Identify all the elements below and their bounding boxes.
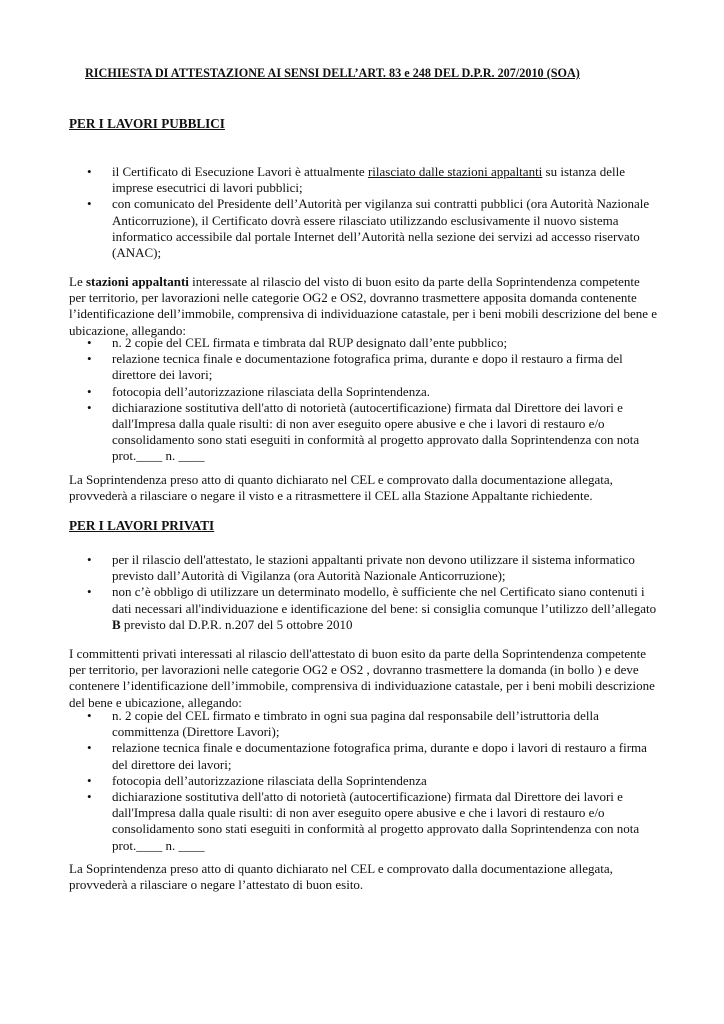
bullet-icon: • [87,740,92,756]
bullet-icon: • [87,552,92,567]
private-attachments-list [69,708,659,854]
list-item: • fotocopia dell’autorizzazione rilasciata della Soprintendenza [87,772,427,788]
public-closing-paragraph: La Soprintendenza preso atto di quanto dichiarato nel CEL e comprovato dalla documentazione allegata, provvederà a rilasciare o negare il visto e a ritrasmettere il CEL alla Stazione Appaltante richiedente. [69,472,613,504]
public-intro-paragraph: Le stazioni appaltanti interessate al rilascio del visto di buon esito da parte della Soprintendenza competente per territorio, per lavorazioni nelle categorie OG2 e OS2, dovranno trasmettere apposita domanda contenente l’identificazione dell’immobile, comprensiva di individuazione catastale, per i beni mobili descrizione del bene e ubicazione, allegando: [69,274,658,338]
list-item: • fotocopia dell’autorizzazione rilasciata della Soprintendenza. [87,383,430,399]
bullet-icon: • [87,584,92,600]
list-item: • per il rilascio dell'attestato, le stazioni appaltanti private non devono utilizzare il sistema informatico previsto dall’Autorità di Vigilanza (ora Autorità Nazionale Anticorruzione); [87,552,635,584]
section-heading-private: PER I LAVORI PRIVATI [69,518,215,533]
public-attachments-list [69,335,659,465]
private-info-list [69,552,659,633]
list-item: • dichiarazione sostitutiva dell'atto di notorietà (autocertificazione) firmata dal Direttore dei lavori e dall'Impresa dalla quale risulti: di non aver eseguito opere abusive e che i lavori di restauro e/o consolidamento sono stati eseguiti in conformità al progetto approvato dalla Soprintendenza con nota prot.____ n. ____ [87,789,640,853]
list-item: • con comunicato del Presidente dell’Autorità per vigilanza sui contratti pubblici (ora Autorità Nazionale Anticorruzione), il Certificato dovrà essere rilasciato utilizzando esclusivamente il nuovo sistema informatico accessibile dal portale Internet dell’Autorità nella sezione dei servizi ad accesso riservato (ANAC); [87,196,650,261]
bullet-icon: • [87,708,92,723]
list-item: • non c’è obbligo di utilizzare un determinato modello, è sufficiente che nel Certificato siano contenuti i dati necessari all'individuazione e identificazione del bene: si consiglia comunque l’utilizzo dell’allegato B previsto dal D.P.R. n.207 del 5 ottobre 2010 [87,584,657,632]
private-closing-paragraph: La Soprintendenza preso atto di quanto dichiarato nel CEL e comprovato dalla documentazione allegata, provvederà a rilasciare o negare l’attestato di buon esito. [69,861,613,893]
list-item: • il Certificato di Esecuzione Lavori è attualmente rilasciato dalle stazioni appaltanti su istanza delle imprese esecutrici di lavori pubblici; [87,164,625,196]
list-item: • dichiarazione sostitutiva dell'atto di notorietà (autocertificazione) firmata dal Direttore dei lavori e dall'Impresa dalla quale risulti: di non aver eseguito opere abusive e che i lavori di restauro e/o consolidamento sono stati eseguiti in conformità al progetto approvato dalla Soprintendenza con nota prot.____ n. ____ [87,399,640,464]
bullet-icon: • [87,383,92,399]
list-item: • n. 2 copie del CEL firmato e timbrato in ogni sua pagina dal responsabile dell’istruttoria della committenza (Direttore Lavori); [87,708,599,740]
public-info-list [69,164,659,261]
document-title: RICHIESTA DI ATTESTAZIONE AI SENSI DELL’ART. 83 e 248 DEL D.P.R. 207/2010 (SOA) [85,66,580,80]
list-item: • n. 2 copie del CEL firmata e timbrata dal RUP designato dall’ente pubblico; [87,335,508,350]
bullet-icon: • [87,399,92,415]
bullet-icon: • [87,789,92,805]
section-heading-public: PER I LAVORI PUBBLICI [69,116,225,131]
bullet-icon: • [87,351,92,367]
private-intro-paragraph: I committenti privati interessati al rilascio dell'attestato di buon esito da parte della Soprintendenza competente per territorio, per lavorazioni nelle categorie OG2 e OS2 , dovranno trasmettere la domanda (in bollo ) e deve contenere l’identificazione dell’immobile, comprensiva di individuazione catastale, per i beni mobili descrizione del bene e ubicazione, allegando: [69,646,655,710]
bullet-icon: • [87,196,92,212]
list-item: • relazione tecnica finale e documentazione fotografica prima, durante e dopo il restauro a firma del direttore dei lavori; [87,351,623,383]
bullet-icon: • [87,335,92,350]
list-item: • relazione tecnica finale e documentazione fotografica prima, durante e dopo i lavori di restauro a firma del direttore dei lavori; [87,740,647,772]
bullet-icon: • [87,772,92,788]
bullet-icon: • [87,164,92,179]
